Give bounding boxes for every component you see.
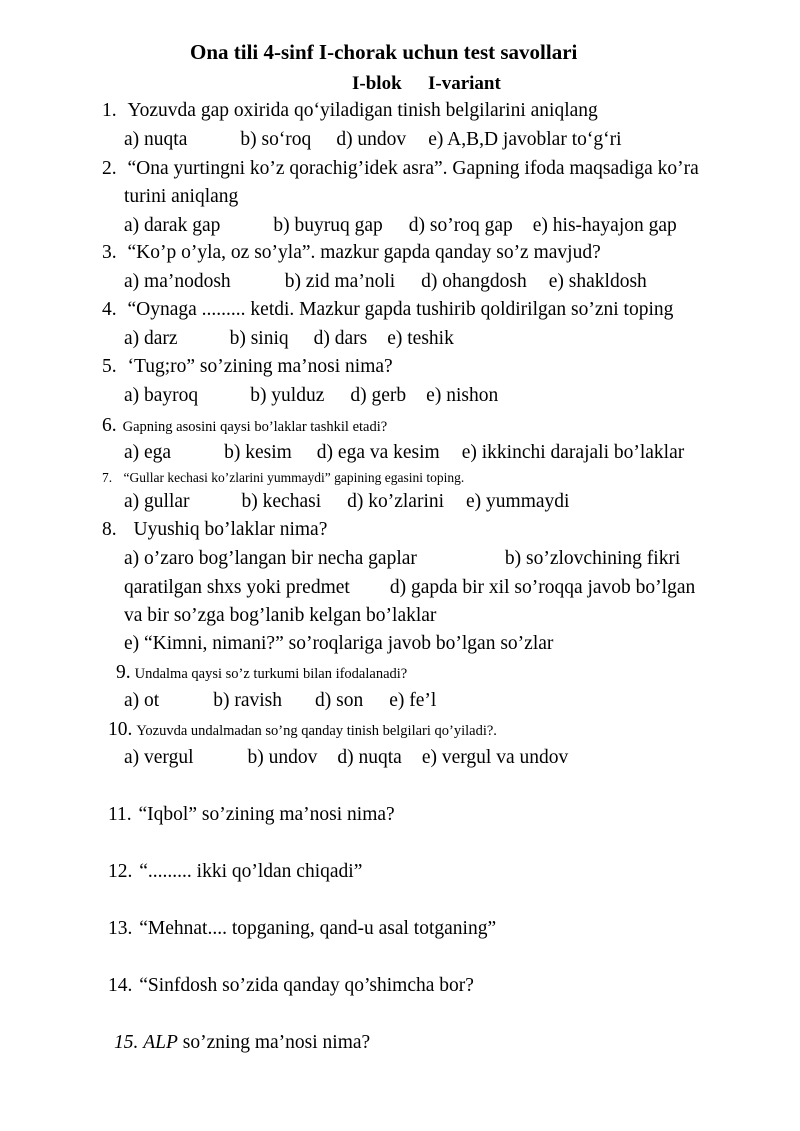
option-a: a) gullar (124, 491, 190, 512)
question-text: Yozuvda gap oxirida qo‘yiladigan tinish belgilarini aniqlang (127, 100, 598, 121)
question-text: “Iqbol” so’zining ma’nosi nima? (138, 804, 395, 825)
question-text: “Oynaga ......... ketdi. Mazkur gapda tushirib qoldirilgan so’zni toping (127, 299, 674, 320)
option-e: e) fe’l (389, 690, 437, 711)
option-d: d) gapda bir xil so’roqqa javob bo’lgan (389, 577, 696, 598)
page-title: Ona tili 4-sinf I-chorak uchun test savollari (190, 40, 578, 64)
question-1 (102, 101, 598, 121)
question-3-options (124, 272, 647, 292)
option-a: a) darz (124, 328, 178, 349)
option-e: e) yummaydi (466, 491, 570, 512)
question-2-options (124, 216, 677, 236)
option-d: d) gerb (350, 385, 407, 406)
question-10 (108, 720, 497, 740)
question-2 (102, 159, 699, 179)
question-2-text-continued: turini aniqlang (124, 186, 239, 207)
question-number: 12. (108, 861, 133, 882)
option-e: e) A,B,D javoblar to‘g‘ri (428, 129, 622, 150)
question-number: 1. (102, 100, 117, 121)
question-12 (108, 862, 362, 882)
option-a: a) ega (124, 442, 172, 463)
question-9 (116, 663, 407, 683)
option-e: e) ikkinchi darajali bo’laklar (461, 442, 685, 463)
question-number: 13. (108, 918, 133, 939)
question-10-options (124, 748, 568, 768)
option-b: b) kesim (224, 442, 292, 463)
question-text: “Gullar kechasi ko’zlarini yummaydi” gapining egasini toping. (123, 470, 465, 485)
question-11 (108, 805, 395, 825)
option-b: b) kechasi (241, 491, 322, 512)
option-d: d) undov (336, 129, 407, 150)
question-14 (108, 976, 474, 996)
question-7-options (124, 492, 569, 512)
question-4 (102, 300, 673, 320)
option-b: b) siniq (229, 328, 289, 349)
question-5 (102, 357, 393, 377)
variant-label: I-variant (428, 73, 501, 94)
question-text: ‘Tug;ro” so’zining ma’nosi nima? (127, 356, 393, 377)
option-b: b) so’zlovchining fikri (504, 548, 681, 569)
option-b: b) buyruq gap (273, 215, 383, 236)
option-e: e) nishon (426, 385, 499, 406)
question-text: so’zning ma’nosi nima? (182, 1032, 371, 1053)
question-text: “Ko’p o’yla, oz so’yla”. mazkur gapda qanday so’z mavjud? (127, 242, 601, 263)
question-7 (102, 471, 464, 485)
option-d: d) so’roq gap (408, 215, 513, 236)
question-8-options-line-3: va bir so’zga bog’lanib kelgan bo’laklar (124, 605, 437, 626)
option-a: a) ma’nodosh (124, 271, 231, 292)
option-d: d) ko’zlarini (347, 491, 445, 512)
question-keyword: ALP (143, 1032, 178, 1053)
question-15 (114, 1033, 370, 1053)
question-number: 9. (116, 662, 131, 683)
question-text: Undalma qaysi so’z turkumi bilan ifodalanadi? (134, 666, 408, 682)
option-b: b) ravish (213, 690, 282, 711)
question-number: 5. (102, 356, 117, 377)
question-8 (102, 520, 327, 540)
question-8-options-line-2 (124, 578, 695, 598)
question-8-options-line-4: e) “Kimni, nimani?” so’roqlariga javob bo’lgan so’zlar (124, 633, 554, 654)
option-a: a) vergul (124, 747, 194, 768)
option-d: d) nuqta (337, 747, 402, 768)
option-d: d) son (314, 690, 364, 711)
question-text: “Ona yurtingni ko’z qorachig’idek asra”. Gapning ifoda maqsadiga ko’ra (127, 158, 699, 179)
question-number: 14. (108, 975, 133, 996)
question-1-options (124, 130, 622, 150)
question-number: 3. (102, 242, 117, 263)
option-b-continued: qaratilgan shxs yoki predmet (124, 577, 350, 598)
question-number: 10. (108, 719, 133, 740)
question-13 (108, 919, 496, 939)
option-a: a) darak gap (124, 215, 221, 236)
option-b: b) zid ma’noli (284, 271, 396, 292)
question-6-options (124, 443, 684, 463)
question-number: 4. (102, 299, 117, 320)
question-text: Yozuvda undalmadan so’ng qanday tinish belgilari qo’yiladi?. (136, 723, 497, 739)
block-label: I-blok (352, 73, 402, 94)
question-text: Uyushiq bo’laklar nima? (133, 519, 328, 540)
option-d: d) dars (313, 328, 368, 349)
question-number: 2. (102, 158, 117, 179)
option-e: e) teshik (387, 328, 454, 349)
question-5-options (124, 386, 498, 406)
option-b: b) undov (247, 747, 318, 768)
option-e: e) his-hayajon gap (532, 215, 677, 236)
question-number: 8. (102, 519, 117, 540)
question-number: 11. (108, 804, 132, 825)
question-9-options (124, 691, 436, 711)
question-number: 15. (114, 1032, 139, 1053)
question-text: “......... ikki qo’ldan chiqadi” (139, 861, 363, 882)
question-text: “Sinfdosh so’zida qanday qo’shimcha bor? (139, 975, 474, 996)
option-b: b) so‘roq (240, 129, 312, 150)
option-a: a) nuqta (124, 129, 188, 150)
question-text: Gapning asosini qaysi bo’laklar tashkil etadi? (122, 419, 388, 435)
option-a: a) o’zaro bog’langan bir necha gaplar (124, 548, 417, 569)
option-b: b) yulduz (250, 385, 325, 406)
question-number: 7. (102, 470, 113, 485)
question-text: “Mehnat.... topganing, qand-u asal totganing” (139, 918, 497, 939)
option-e: e) vergul va undov (421, 747, 569, 768)
option-a: a) ot (124, 690, 160, 711)
option-d: d) ega va kesim (316, 442, 440, 463)
question-6 (102, 416, 387, 436)
question-8-options-line-1 (124, 549, 680, 569)
question-4-options (124, 329, 454, 349)
option-a: a) bayroq (124, 385, 199, 406)
option-e: e) shakldosh (548, 271, 647, 292)
question-number: 6. (102, 415, 117, 436)
question-3 (102, 243, 601, 263)
option-d: d) ohangdosh (421, 271, 527, 292)
